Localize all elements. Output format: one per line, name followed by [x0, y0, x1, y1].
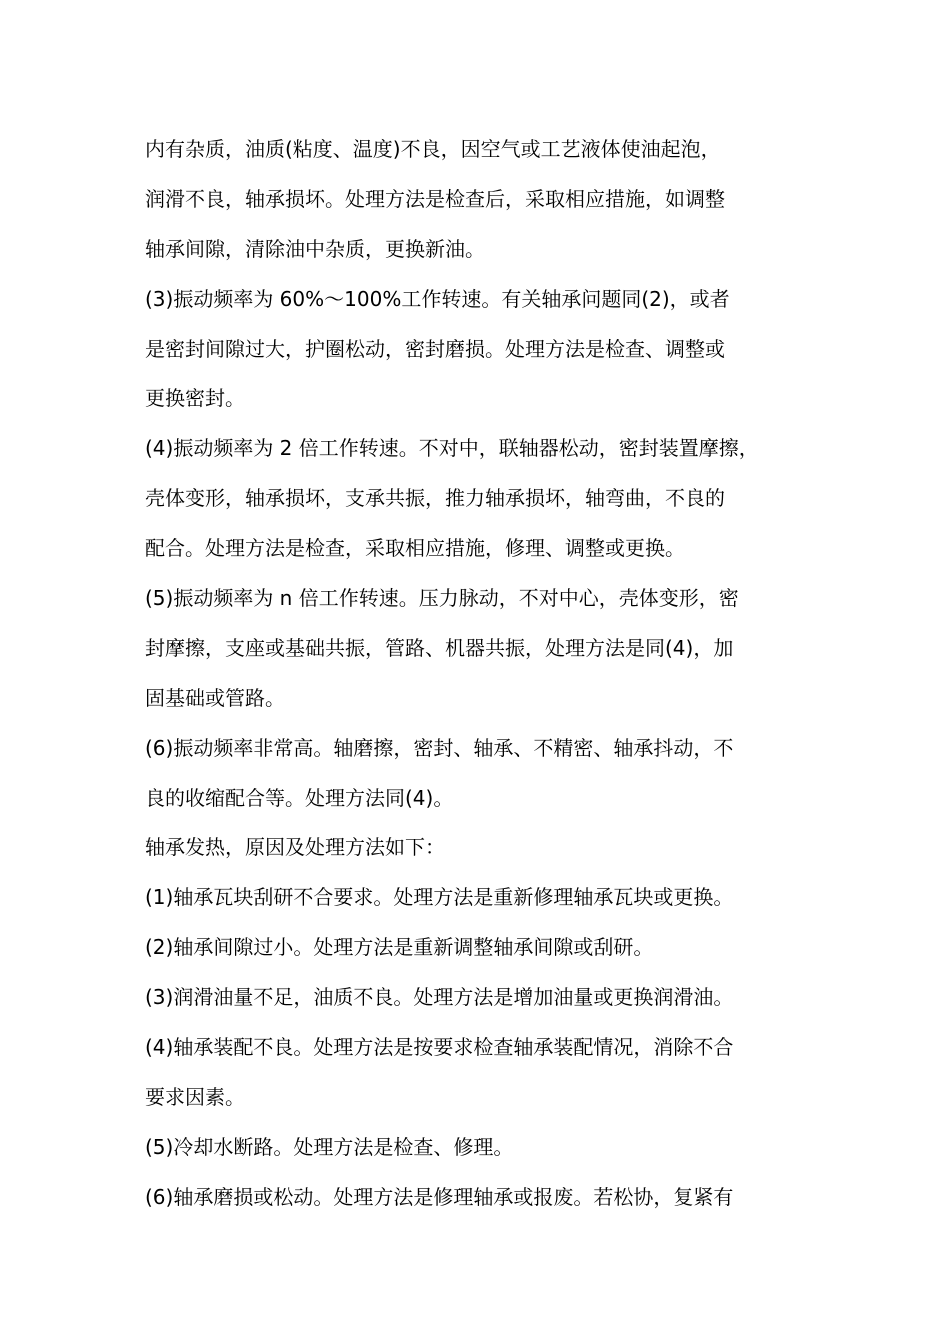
text-line: 更换密封。	[145, 386, 245, 411]
text-line: (3)振动频率为 60%～100%工作转速。有关轴承问题同(2)，或者	[145, 286, 730, 311]
text-line: 润滑不良，轴承损坏。处理方法是检查后，采取相应措施，如调整	[145, 186, 725, 211]
text-line: (6)轴承磨损或松动。处理方法是修理轴承或报废。若松协，复紧有	[145, 1184, 734, 1209]
text-line: 内有杂质，油质(粘度、温度)不良，因空气或工艺液体使油起泡，	[145, 137, 721, 161]
text-line: (4)振动频率为 2 倍工作转速。不对中，联轴器松动，密封装置摩擦，	[145, 436, 759, 461]
text-line: 轴承发热，原因及处理方法如下：	[145, 835, 445, 860]
text-line: 良的收缩配合等。处理方法同(4)。	[145, 785, 454, 810]
text-line: (3)润滑油量不足，油质不良。处理方法是增加油量或更换润滑油。	[145, 985, 734, 1010]
text-line: 轴承间隙，清除油中杂质，更换新油。	[145, 236, 485, 261]
text-line: 壳体变形，轴承损坏，支承共振，推力轴承损坏，轴弯曲，不良的	[145, 486, 725, 511]
text-line: 封摩擦，支座或基础共振，管路、机器共振，处理方法是同(4)，加	[145, 635, 734, 660]
body-text	[145, 125, 845, 1223]
text-line: (2)轴承间隙过小。处理方法是重新调整轴承间隙或刮研。	[145, 935, 654, 960]
text-line: 要求因素。	[145, 1084, 245, 1109]
text-line: (1)轴承瓦块刮研不合要求。处理方法是重新修理轴承瓦块或更换。	[145, 885, 734, 910]
text-line: (6)振动频率非常高。轴磨擦，密封、轴承、不精密、轴承抖动，不	[145, 735, 734, 760]
text-line: 配合。处理方法是检查，采取相应措施，修理、调整或更换。	[145, 536, 685, 561]
text-line: (5)振动频率为 n 倍工作转速。压力脉动，不对中心，壳体变形，密	[145, 586, 739, 611]
text-line: (4)轴承装配不良。处理方法是按要求检查轴承装配情况，消除不合	[145, 1035, 734, 1060]
text-line: (5)冷却水断路。处理方法是检查、修理。	[145, 1134, 514, 1159]
text-line: 是密封间隙过大，护圈松动，密封磨损。处理方法是检查、调整或	[145, 336, 725, 361]
text-line: 固基础或管路。	[145, 685, 285, 710]
